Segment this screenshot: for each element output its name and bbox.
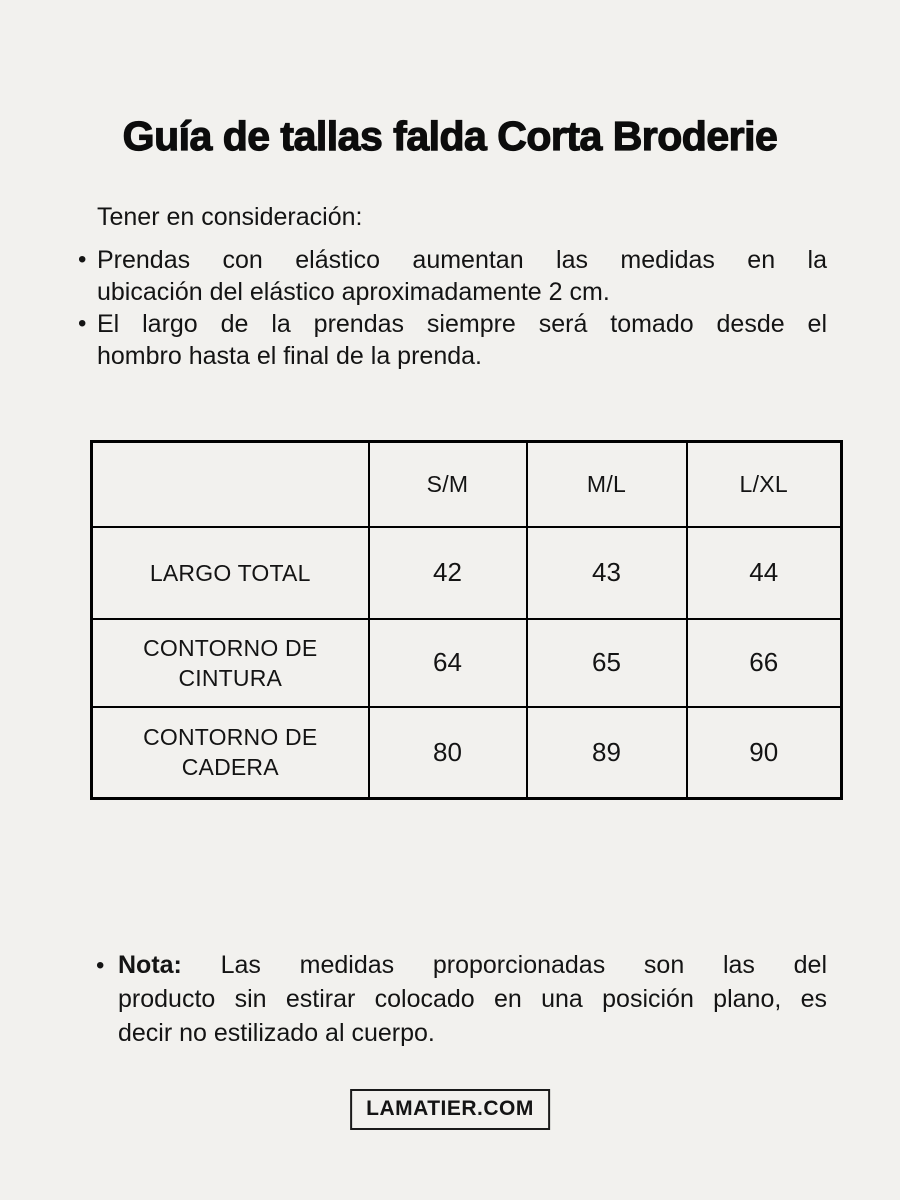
cell-value: 66 [687,619,842,707]
note-line [118,948,827,982]
consideration-line: hombro hasta el final de la prenda. [97,342,482,370]
row-label-text: CONTORNO DE CINTURA [143,634,318,691]
note-line-text: Las medidas proporcionadas son las del [220,951,828,979]
cell-value: 42 [369,527,527,619]
column-header-lxl: L/XL [687,442,842,527]
table-header-row [92,442,842,527]
note-label: Nota: [118,951,182,979]
note-line: producto sin estirar colocado en una posición plano, es [118,985,827,1013]
cell-value: 80 [369,707,527,799]
consideration-item [78,244,827,308]
row-label-contorno-cadera [92,707,369,799]
cell-value: 43 [527,527,687,619]
table-row [92,619,842,707]
cell-value: 65 [527,619,687,707]
bullet-icon: • [78,246,87,273]
consideration-line: ubicación del elástico aproximadamente 2 cm. [97,278,610,306]
note-line: decir no estilizado al cuerpo. [118,1019,435,1047]
table-row [92,707,842,799]
row-label-text: LARGO TOTAL [149,559,311,586]
brand-box [350,1089,550,1130]
page-title: Guía de tallas falda Corta Broderie [122,113,778,159]
row-label-text: CONTORNO DE CADERA [143,724,318,781]
size-table [90,440,843,800]
brand-label: LAMATIER.COM [366,1097,534,1120]
column-header-ml: M/L [527,442,687,527]
table-corner-cell [92,442,369,527]
bullet-icon: • [96,952,105,979]
consideration-item [78,308,827,372]
cell-value: 64 [369,619,527,707]
considerations-heading: Tener en consideración: [97,203,363,231]
cell-value: 90 [687,707,842,799]
row-label-contorno-cintura [92,619,369,707]
table-row [92,527,842,619]
column-header-sm: S/M [369,442,527,527]
cell-value: 89 [527,707,687,799]
note-section [96,948,828,1050]
bullet-icon: • [78,310,87,337]
cell-value: 44 [687,527,842,619]
row-label-largo-total [92,527,369,619]
consideration-line: El largo de la prendas siempre será tomado desde el [97,310,827,338]
consideration-line: Prendas con elástico aumentan las medidas en la [97,246,827,274]
considerations-section [78,201,827,372]
